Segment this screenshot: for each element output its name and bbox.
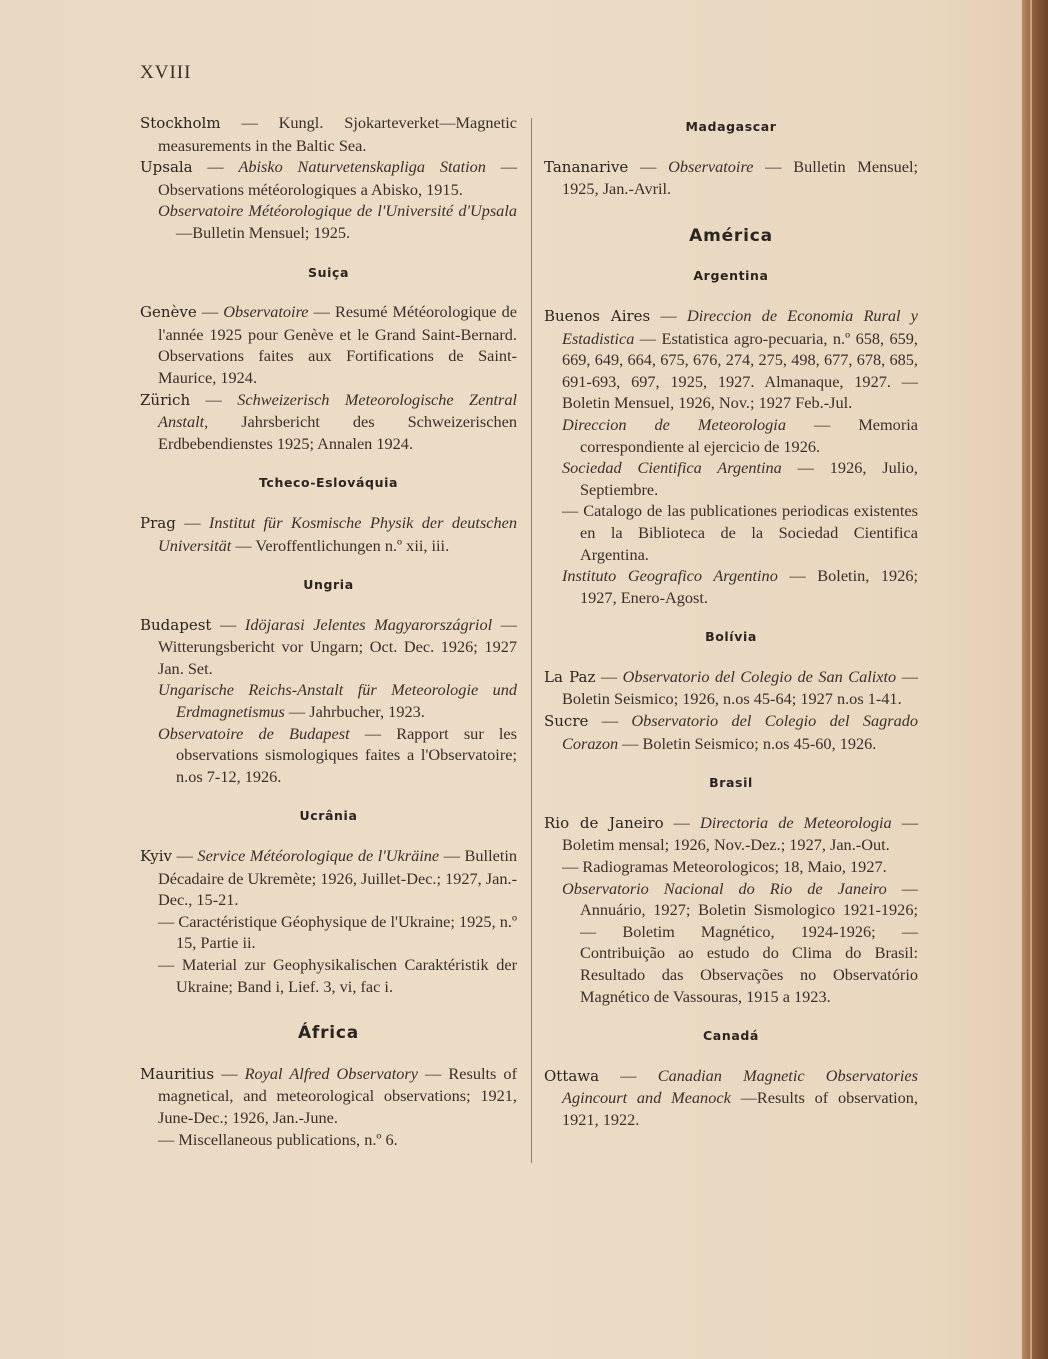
institution-name: Abisko Naturvetenskapliga Station: [238, 157, 486, 177]
entry-text: — Miscellaneous publications, n.º 6.: [158, 1129, 398, 1149]
country-heading: Tcheco-Eslováquia: [258, 475, 399, 491]
place-name: Genève: [140, 303, 197, 322]
bibliography-entry: [140, 512, 517, 556]
place-name: Kyiv: [140, 847, 172, 866]
entry-text: — Caractéristique Géophysique de l'Ukraine; 1925, n.º 15, Partie ii.: [158, 911, 517, 953]
entry-text: — Resumé Météorologique de l'année 1925 pour Genève et le Grand Saint-Bernard. Observations faites aux Fortifications de Saint-Maurice, 1924.: [158, 302, 517, 387]
bibliography-subentry: [544, 565, 918, 608]
institution-name: Instituto Geografico Argentino: [562, 566, 778, 586]
bibliography-entry: [544, 156, 918, 200]
bibliography-entry: [544, 710, 918, 754]
bibliography-subentry: [140, 723, 517, 788]
bibliography-subentry: [140, 911, 517, 954]
entry-text: — Memoria correspondiente al ejercicio de 1926.: [580, 414, 918, 456]
separator: —: [220, 113, 279, 132]
page-edge: [1022, 0, 1048, 1359]
entry-text: — Material zur Geophysikalischen Caraktéristik der Ukraine; Band i, Lief. 3, vi, fac i.: [158, 955, 517, 996]
country-heading: Ucrânia: [299, 808, 358, 824]
entry-text: — Catalogo de las publicationes periodicas existentes en la Biblioteca de la Sociedad Cientifica Argentina.: [562, 501, 918, 564]
entry-text: Jahrsbericht des Schweizerischen Erdbebendienstes 1925; Annalen 1924.: [158, 412, 517, 453]
entry-text: — Rapport sur les observations sismologiques faites a l'Observatoire; n.os 7-12, 1926.: [176, 723, 517, 786]
separator: —: [650, 305, 687, 325]
bibliography-subentry: [140, 954, 517, 997]
entry-text: — Estatistica agro-pecuaria, n.º 658, 659, 669, 649, 664, 675, 676, 274, 275, 498, 677, 678, 685, 691-693, 697, 1925, 1927. Almanaque, 1927. — Boletin Mensuel, 1926, Nov.; 1927 Feb.-Jul.: [562, 328, 918, 413]
column-divider: [531, 118, 532, 1163]
place-name: Zürich: [140, 390, 191, 409]
entry-text: — Boletin Seismico; n.os 45-60, 1926.: [618, 733, 877, 753]
continent-heading: África: [297, 1023, 360, 1044]
page-edge-line: [1030, 0, 1032, 1359]
place-name: Tananarive: [544, 157, 629, 176]
entry-text: — 1926, Julio, Septiembre.: [580, 458, 918, 499]
place-name: Sucre: [544, 712, 589, 731]
separator: —: [190, 389, 238, 409]
institution-name: Idöjarasi Jelentes Magyarországriol: [244, 614, 493, 634]
country-heading: Madagascar: [685, 119, 777, 134]
bibliography-subentry: [140, 679, 517, 722]
institution-name: Royal Alfred Observatory: [244, 1063, 418, 1083]
country-heading: Suiça: [307, 264, 350, 280]
bibliography-entry: [140, 1063, 517, 1129]
separator: —: [595, 666, 623, 686]
separator: —: [599, 1065, 658, 1085]
entry-text: — Witterungsbericht vor Ungarn; Oct. Dec. 1926; 1927 Jan. Set.: [158, 614, 517, 678]
bibliography-entry: [544, 1065, 918, 1131]
institution-name: Schweizerisch Meteorologische Zentral Anstalt,: [158, 389, 517, 432]
institution-name: Sociedad Cientifica Argentina: [562, 458, 782, 478]
separator: —: [588, 711, 632, 731]
institution-name: Ungarische Reichs-Anstalt für Meteorologie und Erdmagnetismus: [158, 680, 517, 722]
bibliography-entry: [140, 112, 517, 156]
place-name: Buenos Aires: [544, 306, 651, 325]
entry-text: —Bulletin Mensuel; 1925.: [176, 222, 351, 242]
institution-name: Observatorio Nacional do Rio de Janeiro: [562, 878, 887, 898]
country-heading: Canadá: [703, 1028, 759, 1044]
bibliography-subentry: [140, 1129, 517, 1151]
institution-name: Institut für Kosmische Physik der deutschen Universität: [158, 512, 518, 555]
bibliography-subentry: [544, 414, 918, 457]
bibliography-subentry: [544, 856, 918, 878]
institution-name: Observatoire: [223, 302, 309, 322]
entry-text: — Results of magnetical, and meteorological observations; 1921, June-Dec.; 1926, Jan.-June.: [158, 1063, 517, 1127]
continent-heading: América: [689, 225, 773, 246]
bibliography-entry: [544, 666, 918, 710]
entry-text: — Veroffentlichungen n.º xii, iii.: [231, 535, 450, 555]
bibliography-entry: [140, 389, 517, 455]
left-column: [140, 112, 517, 1150]
institution-name: Observatoire de Budapest: [158, 723, 350, 743]
bibliography-entry: [140, 845, 517, 911]
separator: —: [192, 157, 239, 177]
place-name: Ottawa: [544, 1066, 600, 1085]
bibliography-subentry: [544, 500, 918, 565]
place-name: Budapest: [140, 615, 212, 634]
place-name: Prag: [140, 513, 176, 532]
bibliography-entry: [140, 301, 517, 388]
entry-text: — Radiogramas Meteorologicos; 18, Maio, 1927.: [562, 857, 887, 877]
institution-name: Observatorio del Colegio del Sagrado Corazon: [562, 711, 919, 753]
entry-text: — Boletin, 1926; 1927, Enero-Agost.: [580, 566, 918, 607]
country-heading: Brasil: [709, 775, 753, 791]
entry-text: — Boletin Seismico; 1926, n.os 45-64; 1927 n.os 1-41.: [562, 666, 918, 709]
institution-name: Service Météorologique de l'Ukräine: [197, 846, 440, 866]
entry-text: — Annuário, 1927; Boletin Sismologico 1921-1926; — Boletim Magnético, 1924-1926; — Contribuição ao estudo do Clima do Brasil: Resultado das Observações no Observatório Magnético de Vassouras, 1915 a 1923.: [580, 878, 918, 1006]
bibliography-entry: [544, 305, 918, 414]
entry-text: — Bulletin Mensuel; 1925, Jan.-Avril.: [562, 156, 919, 199]
bibliography-subentry: [140, 200, 517, 243]
entry-text: —Results of observation, 1921, 1922.: [562, 1088, 919, 1129]
institution-name: Directoria de Meteorologia: [700, 812, 892, 832]
institution-name: Direccion de Economia Rural y Estadistica: [562, 305, 919, 348]
separator: —: [211, 614, 245, 634]
place-name: La Paz: [544, 667, 596, 686]
entry-text: — Jahrbucher, 1923.: [284, 702, 425, 722]
entry-text: — Bulletin Décadaire de Ukremète; 1926, Juillet-Dec.; 1927, Jan.-Dec., 15-21.: [158, 846, 518, 910]
place-name: Rio de Janeiro: [544, 813, 664, 832]
bibliography-entry: [544, 812, 918, 856]
right-column: [544, 112, 918, 1131]
entry-text: Kungl. Sjokarteverket—Magnetic measurements in the Baltic Sea.: [158, 113, 517, 155]
place-name: Stockholm: [140, 114, 221, 132]
bibliography-entry: [140, 156, 517, 200]
country-heading: Argentina: [693, 268, 769, 284]
separator: —: [196, 302, 224, 322]
institution-name: Observatoire: [668, 156, 754, 176]
bibliography-entry: [140, 614, 517, 680]
country-heading: Bolívia: [705, 629, 757, 645]
entry-text: — Observations météorologiques a Abisko, 1915.: [158, 157, 518, 199]
separator: —: [214, 1063, 245, 1083]
page-number: XVIII: [140, 62, 192, 83]
separator: —: [175, 512, 209, 532]
institution-name: Direccion de Meteorologia: [562, 414, 786, 434]
place-name: Mauritius: [140, 1064, 215, 1083]
bibliography-subentry: [544, 457, 918, 500]
separator: —: [172, 846, 198, 866]
institution-name: Canadian Magnetic Observatories Agincourt and Meanock: [562, 1065, 918, 1108]
place-name: Upsala: [140, 158, 193, 177]
entry-text: — Boletim mensal; 1926, Nov.-Dez.; 1927, Jan.-Out.: [562, 812, 918, 855]
institution-name: Observatorio del Colegio de San Calixto: [622, 666, 897, 686]
country-heading: Ungria: [303, 577, 354, 593]
separator: —: [628, 156, 669, 176]
separator: —: [663, 812, 701, 832]
institution-name: Observatoire Météorologique de l'Université d'Upsala: [158, 201, 517, 221]
bibliography-subentry: [544, 878, 918, 1008]
